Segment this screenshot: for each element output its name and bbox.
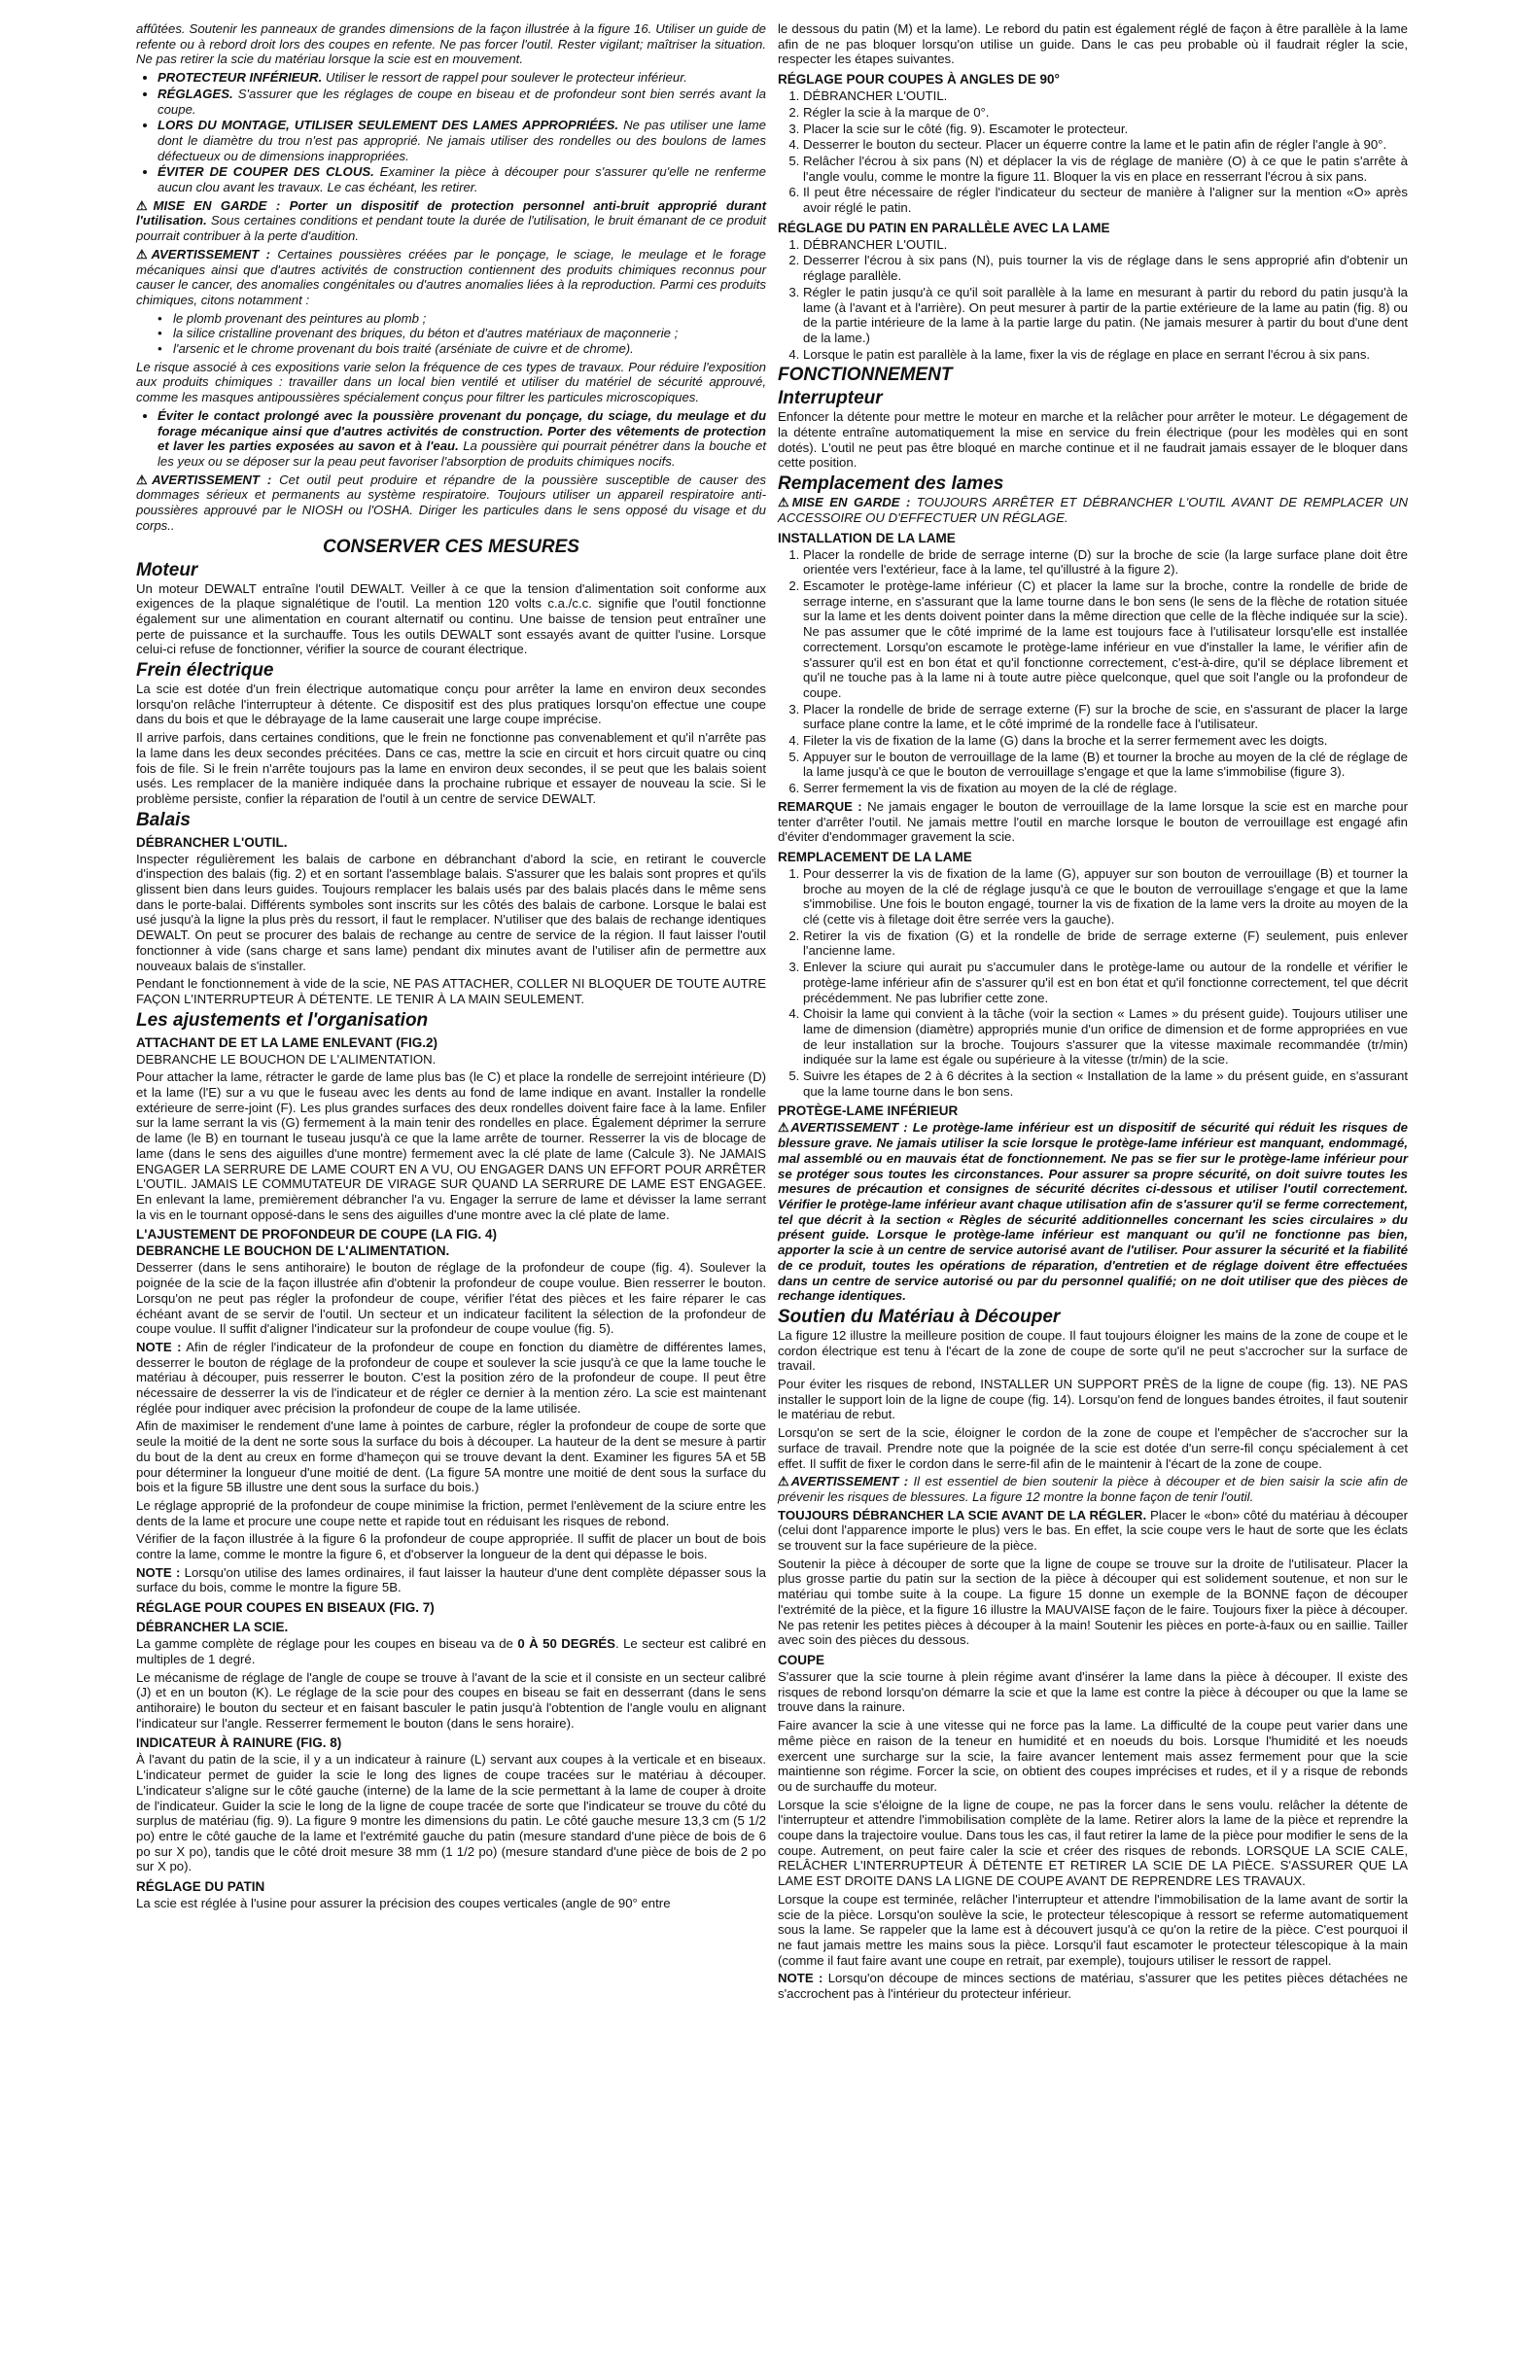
coupe-text-4: Lorsque la coupe est terminée, relâcher l'interrupteur et attendre l'immobilisation de la lame avant de sortir la scie de la pièce. Lorsqu'on soulève la scie, le protecteur télescopique à ressort se referme automatiquement sous la lame. Se rappeler que la lame est à découvert jusqu'à ce qu'on la retire de la pièce. C'est pourquoi il ne faut jamais mettre les mains sous la pièce. Lorsqu'il faut escamoter le protecteur télescopique à la main (comme il faut faire avant une coupe en retrait, par exemple), toujours utiliser le ressort de rappel. <box>778 1891 1408 1968</box>
warning-head: AVERTISSEMENT : <box>152 472 272 487</box>
step-item: 1. DÉBRANCHER L'OUTIL. <box>803 237 1408 253</box>
bullet-head: Éviter le contact prolongé avec la poussière provenant du ponçage, du sciage, du meulage et du forage mécanique ainsi que d'autres activités de construction. Porter des vêtements de protection et laver les parties exposées au savon et à l'eau. <box>158 407 766 454</box>
warning-text: TOUJOURS ARRÊTER ET DÉBRANCHER L'OUTIL AVANT DE REMPLACER UN ACCESSOIRE OU D'EFFECTUER UN RÉGLAGE. <box>778 495 1408 525</box>
step-item: 2. Desserrer l'écrou à six pans (N), puis tourner la vis de réglage dans le sens approprié afin d'obtenir un réglage parallèle. <box>803 253 1408 283</box>
profondeur-heading: L'AJUSTEMENT DE PROFONDEUR DE COUPE (LA FIG. 4) <box>136 1227 497 1242</box>
right-column <box>778 21 1408 2005</box>
replace-steps <box>778 866 1408 1100</box>
step-item: 2. Retirer la vis de fixation (G) et la rondelle de bride de serrage externe (F) seulement, puis enlever l'ancienne lame. <box>803 928 1408 959</box>
step-item: 2. Régler la scie à la marque de 0°. <box>803 105 1408 121</box>
bullet-text: Ne pas utiliser une lame dont le diamètre du trou n'est pas approprié. Ne jamais utiliser des rondelles ou des boulons de lames défectueux ou de dimensions inappropriées. <box>158 118 766 163</box>
balais-heading: Balais <box>136 809 191 830</box>
step-item: 4. Desserrer le bouton du secteur. Placer un équerre contre la lame et le patin afin de régler l'angle à 90°. <box>803 137 1408 153</box>
warning-text: Le protège-lame inférieur est un dispositif de sécurité qui réduit les risques de blessure grave. Ne jamais utiliser la scie lorsque le protège-lame inférieur est manquant, endommagé, mal assemblé ou en mauvais état de fonctionnement. Ne pas se fier sur le protège-lame inférieur pour se protéger sous toutes les circonstances. Pour assurer sa propre sécurité, on doit suivre toutes les mesures de précaution et consignes de sécurité décrites ci-dessous et utiliser l'outil correctement. Vérifier le protège-lame inférieur avant chaque utilisation afin de s'assurer qu'il se ferme correctement, tel que décrit à la section « Règles de sécurité additionnelles concernant les scies circulaires » du présent guide. Lorsque le protège-lame inférieur est manquant ou qu'il ne fonctionne pas bien, apporter la scie à un centre de service autorisé avant de l'utiliser. Pour assurer la sécurité et la fiabilité de ce produit, toutes les opérations de réparation, d'entretien et de réglage doivent être effectuées dans un centre de service autorisé ou par du personnel qualifié; on ne doit utiliser que des pièces de rechange identiques. <box>778 1120 1408 1304</box>
bullet-head: PROTECTEUR INFÉRIEUR. <box>158 70 323 86</box>
patin-text: La scie est réglée à l'usine pour assurer la précision des coupes verticales (angle de 90° entre <box>136 1896 671 1911</box>
biseau-heading: RÉGLAGE POUR COUPES EN BISEAUX (FIG. 7) <box>136 1600 435 1616</box>
mise-en-garde-blade <box>778 495 1408 525</box>
bullet-item <box>158 70 766 86</box>
protege-heading: PROTÈGE-LAME INFÉRIEUR <box>778 1103 959 1119</box>
install-steps <box>778 547 1408 796</box>
step-item: 4. Lorsque le patin est parallèle à la lame, fixer la vis de réglage en place en serrant l'écrou à six pans. <box>803 347 1408 363</box>
soutien-text-2: Pour éviter les risques de rebond, INSTALLER UN SUPPORT PRÈS de la ligne de coupe (fig. 13). NE PAS installer le support loin de la ligne de coupe (fig. 14). Lorsqu'on fend de longues bandes étroites, il faut soutenir le matériau de rebut. <box>778 1377 1408 1422</box>
note-text: Lorsqu'on découpe de minces sections de matériau, s'assurer que les petites pièces détachées ne s'accrochent pas à l'intérieur du protecteur inférieur. <box>778 1971 1408 2002</box>
coupe-text-2: Faire avancer la scie à une vitesse qui ne force pas la lame. La difficulté de la coupe peut varier dans une même pièce en raison de la teneur en humidité et en noeuds du bois. Lorsque l'humidité et les noeuds exercent une surcharge sur la scie, la faire avancer lentement mais assez fermement pour que la scie maintienne son régime. Forcer la scie, on obtient des coupes imprécises et rudes, et il y a risque de rebonds ou de surchauffe du moteur. <box>778 1718 1408 1794</box>
patin-heading: RÉGLAGE DU PATIN <box>136 1879 265 1895</box>
remplacement-heading: Remplacement des lames <box>778 473 1004 495</box>
interrupteur-text: Enfoncer la détente pour mettre le moteur en marche et la relâcher pour arrêter le moteur. Le dégagement de la détente entraîne automatiquement la mise en service du frein électrique (pour les modèles qui en sont dotés). L'outil ne peut pas être bloqué en marche continue et il ne faudrait jamais essayer de le bloquer dans cette position. <box>778 409 1408 471</box>
note-label: NOTE : <box>778 1971 823 1986</box>
mise-en-garde-noise <box>136 198 766 244</box>
warning-head: AVERTISSEMENT : <box>151 246 271 262</box>
warning-head: MISE EN GARDE : <box>791 495 911 510</box>
warning-head: AVERTISSEMENT : <box>790 1120 908 1136</box>
bullet-text: S'assurer que les réglages de coupe en biseau et de profondeur sont bien serrés avant la coupe. <box>158 86 766 117</box>
avertissement-respiratory <box>136 472 766 534</box>
warning-head: MISE EN GARDE : Porter un dispositif de protection personnel anti-bruit approprié durant l'utilisation. <box>136 197 766 228</box>
chemical-item: • l'arsenic et le chrome provenant du bois traité (arséniate de cuivre et de chrome). <box>173 341 766 357</box>
attach-heading: ATTACHANT DE ET LA LAME ENLEVANT (FIG.2) <box>136 1034 438 1050</box>
chemicals-list <box>136 311 766 357</box>
bullet-item <box>158 408 766 470</box>
warning-icon: ⚠ <box>778 1474 791 1489</box>
ajustements-heading: Les ajustements et l'organisation <box>136 1009 429 1031</box>
toujours-text: Placer le «bon» côté du matériau à découper (celui dont l'apparence importe le plus) vers le bas. En effet, la scie coupe vers le haut de sorte que les éclats se trouvent sur la face supérieure de la pièce. <box>778 1507 1408 1554</box>
moteur-text: Un moteur DEWALT entraîne l'outil DEWALT. Veiller à ce que la tension d'alimentation soit conforme aux exigences de la plaque signalétique de l'outil. La mention 120 volts c.a./c.c. signifie que l'outil fonctionne également sur une alimentation en courant alternatif ou continu. Une baisse de tension peut entraîner une perte de puissance et la surchauffe. Tous les outils DEWALT sont essayés avant de quitter l'usine. Lorsque celui-ci refuse de fonctionner, vérifier la source de courant électrique. <box>136 580 766 657</box>
note-text: Lorsqu'on utilise des lames ordinaires, il faut laisser la hauteur d'une dent complète dépasser sous la surface du bois, comme le montre la figure 5B. <box>136 1564 766 1595</box>
replace-heading: REMPLACEMENT DE LA LAME <box>778 849 972 864</box>
avoid-bullet-list <box>136 408 766 470</box>
note-3 <box>778 1971 1408 2001</box>
safety-bullets <box>136 70 766 195</box>
avertissement-support <box>778 1474 1408 1504</box>
warning-icon: ⚠ <box>778 1120 791 1136</box>
soutien-text-3: Lorsqu'on se sert de la scie, éloigner le cordon de la zone de coupe et l'empêcher de s'accrocher sur la surface de travail. Prendre note que la poignée de la scie est dotée d'un serre-fil conçu spécialement à cet effet. Il suffit de fixer le cordon dans le serre-fil afin de le maintenir à l'écart de la zone de coupe. <box>778 1425 1408 1471</box>
toujours-head: TOUJOURS DÉBRANCHER LA SCIE AVANT DE LA RÉGLER. <box>778 1507 1147 1522</box>
coupe-text-1: S'assurer que la scie tourne à plein régime avant d'insérer la lame dans la pièce à découper. Il existe des risques de rebond lorsqu'on démarre la scie et que la lame est contre la pièce à découper ou que la lame se trouve dans la rainure. <box>778 1668 1408 1715</box>
intro-paragraph: affûtées. Soutenir les panneaux de grandes dimensions de la façon illustrée à la figure 16. Utiliser un guide de refente ou à rebord droit lors des coupes en refente. Ne pas forcer l'outil. Rester vigilant; maîtriser la situation. Ne pas retirer la scie du matériau lorsque la scie est en mouvement. <box>136 21 766 67</box>
warning-text: Certaines poussières créées par le ponçage, le sciage, le meulage et le forage mécaniques ainsi que d'autres activités de construction contiennent des produits chimiques reconnus pour causer le cancer, des anomalies congénitales ou d'autres anomalies liées à la reproduction. Parmi ces produits chimiques, citons notamment : <box>136 246 766 307</box>
profondeur-text: Desserrer (dans le sens antihoraire) le bouton de réglage de la profondeur de coupe (fig. 4). Soulever la poignée de la scie de la façon illustrée afin d'obtenir la profondeur de coupe voulue. Bien resserrer le bouton. Lorsqu'on ne peut pas régler la profondeur de coupe, vérifier l'état des pièces et les faire réparer le cas échéant avant de se servir de l'outil. Un secteur et un indicateur facilitent la sélection de la profondeur de coupe voulue. Il suffit d'aligner l'indicateur sur la profondeur de coupe voulue (fig. 5). <box>136 1260 766 1337</box>
warning-head: AVERTISSEMENT : <box>790 1474 909 1489</box>
bullet-item <box>158 164 766 194</box>
note-label: NOTE : <box>136 1339 182 1354</box>
coupe-text-3: Lorsque la scie s'éloigne de la ligne de coupe, ne pas la forcer dans le sens voulu. relâcher la détente de l'interrupteur et attendre l'immobilisation complète de la lame. Retirer alors la lame de la pièce et reprendre la coupe dans la trajectoire voulue. Dans tous les cas, il faut retirer la lame de la pièce pour modifier le sens de la coupe. Autrement, on peut faire caler la scie et créer des risques de rebonds. LORSQUE LA SCIE CALE, RELÂCHER L'INTERRUPTEUR À DÉTENTE ET RETIRER LA SCIE DE LA PIÈCE. S'ASSURER QUE LA LAME EST DROITE DANS LA LIGNE DE COUPE AVANT DE REPRENDRE LES TRAVAUX. <box>778 1797 1408 1889</box>
biseau-text-1 <box>136 1636 766 1666</box>
step-item: 4. Fileter la vis de fixation de la lame (G) dans la broche et la serrer fermement avec les doigts. <box>803 733 1408 749</box>
rendement-text: Afin de maximiser le rendement d'une lame à pointes de carbure, régler la profondeur de coupe de sorte que seule la moitié de la dent ne sorte sous la surface du bois à découper. La hauteur de la dent se mesure à partir du bout de la dent au creux en forme d'hameçon qui se trouve devant la dent. Examiner les figures 5A et 5B pour déterminer la longueur d'une moitié de dent. (La figure 5A montre une moitié de dent sous la surface du bois et la figure 5B illustre une dent sous la surface du bois.) <box>136 1418 766 1495</box>
warning-icon: ⚠ <box>136 197 154 213</box>
patin-continued: le dessous du patin (M) et la lame). Le rebord du patin est également réglé de façon à être parallèle à la lame afin de ne pas bloquer lorsqu'on utilise un guide. Dans le cas peu probable où il faudrait régler la scie, respecter les étapes suivantes. <box>778 21 1408 67</box>
frein-text-1: La scie est dotée d'un frein électrique automatique conçu pour arrêter la lame en environ deux secondes lorsqu'on relâche l'interrupteur à détente. Ce dispositif est des plus pratiques lorsqu'on effectue une coupe dans du bois et que le débrayage de la lame causerait une large coupe imprécise. <box>136 682 766 727</box>
rainure-heading: INDICATEUR À RAINURE (FIG. 8) <box>136 1735 342 1751</box>
note-2 <box>136 1565 766 1595</box>
note-1 <box>136 1340 766 1417</box>
avertissement-dust <box>136 247 766 308</box>
balais-caps-text: Pendant le fonctionnement à vide de la scie, NE PAS ATTACHER, COLLER NI BLOQUER DE TOUTE AUTRE FAÇON L'INTERRUPTEUR À DÉTENTE. LE TENIR À LA MAIN SEULEMENT. <box>136 976 766 1006</box>
step-item: 3. Enlever la sciure qui aurait pu s'accumuler dans le protège-lame ou autour de la rondelle et vérifier le protège-lame inférieur afin de s'assurer qu'il est en bon état et qu'il fonctionne correctement, tel que décrit précédemment. Ne pas lubrifier cette zone. <box>803 960 1408 1005</box>
step-item: 6. Serrer fermement la vis de fixation au moyen de la clé de réglage. <box>803 781 1408 796</box>
biseau-text-2: Le mécanisme de réglage de l'angle de coupe se trouve à l'avant de la scie et il consiste en un secteur calibré (J) et en un bouton (K). Le réglage de la scie pour des coupes en biseau se fait en desserrant (dans le sens antihoraire) le bouton du secteur et en faisant basculer le patin jusqu'à l'obtention de l'angle voulu en alignant l'indicateur sur l'angle. Resserrer fermement le bouton (dans le sens horaire). <box>136 1669 766 1731</box>
debrancher-heading: DÉBRANCHER L'OUTIL. <box>136 834 288 850</box>
biseau-text-part: La gamme complète de réglage pour les coupes en biseau va de <box>136 1636 518 1652</box>
soutien-heading: Soutien du Matériau à Découper <box>778 1306 1061 1327</box>
rainure-text: À l'avant du patin de la scie, il y a un indicateur à rainure (L) servant aux coupes à la verticale et en biseaux. L'indicateur permet de guider la scie le long des lignes de coupe tracées sur le matériau à découper. L'indicateur s'aligne sur le côté gauche (interne) de la lame de la scie permettant à la lame de couper à droite de l'indicateur. Guider la scie le long de la ligne de coupe tracée de sorte que l'indicateur se trouve du côté du surplus de matériau (fig. 9). La figure 9 montre les dimensions du patin. Le côté gauche mesure 13,3 cm (5 1/2 po) entre le côté gauche de la lame et l'extrémité gauche du patin (mesure standard d'une pièce de bois de 6 po sur X po), tandis que le côté droit mesure 38 mm (1 1/2 po) (mesure standard d'une pièce de bois de 2 po sur X po). <box>136 1752 766 1874</box>
step-item: 5. Suivre les étapes de 2 à 6 décrites à la section « Installation de la lame » du présent guide, en s'assurant que la lame tourne dans le bon sens. <box>803 1068 1408 1099</box>
angles-heading: RÉGLAGE POUR COUPES À ANGLES DE 90° <box>778 72 1060 88</box>
soutenir-text: Soutenir la pièce à découper de sorte que la ligne de coupe se trouve sur la droite de l'utilisateur. Placer la plus grosse partie du patin sur la section de la pièce à découper qui est solidement soutenue, et non sur le matériau qui tombe suite à la coupe. La figure 15 donne un exemple de la BONNE façon de découper l'extrémité de la pièce, et la figure 16 illustre la MAUVAISE façon de le faire. Toujours fixer la pièce à découper. Ne pas retenir les petites pièces à découper à la main! Soutenir les pièces en porte-à-faux ou en saillie. Tailler avec soin des pièces du dessous. <box>778 1556 1408 1648</box>
risk-paragraph: Le risque associé à ces expositions varie selon la fréquence de ces types de travaux. Pour réduire l'exposition aux produits chimiques : travailler dans un local bien ventilé et utiliser du matériel de sécurité approuvé, comme les masques antipoussières spécialement conçus pour filtrer les particules microscopiques. <box>136 359 766 405</box>
fonctionnement-heading: FONCTIONNEMENT <box>778 365 953 386</box>
biseau-text-part: . Le secteur est calibré en multiples de 1 degré. <box>136 1636 766 1666</box>
chemical-item: • la silice cristalline provenant des briques, du béton et d'autres matériaux de maçonnerie ; <box>173 326 766 341</box>
biseau-range: 0 À 50 DEGRÉS <box>517 1636 615 1652</box>
step-item: 3. Placer la scie sur le côté (fig. 9). Escamoter le protecteur. <box>803 122 1408 137</box>
step-item: 1. DÉBRANCHER L'OUTIL. <box>803 88 1408 104</box>
warning-icon: ⚠ <box>136 246 152 262</box>
note-label: NOTE : <box>136 1564 181 1580</box>
chemical-item: • le plomb provenant des peintures au plomb ; <box>173 311 766 327</box>
soutien-text-1: La figure 12 illustre la meilleure position de coupe. Il faut toujours éloigner les mains de la zone de coupe et le cordon électrique est tenu à l'écart de la zone de coupe de sorte qu'il ne peut s'accrocher sur la surface de travail. <box>778 1327 1408 1374</box>
install-heading: INSTALLATION DE LA LAME <box>778 530 956 545</box>
toujours-paragraph <box>778 1508 1408 1554</box>
warning-text: Il est essentiel de bien soutenir la pièce à découper et de bien saisir la scie afin de prévenir les risques de blessures. La figure 12 montre la bonne façon de tenir l'outil. <box>778 1474 1408 1504</box>
verif-text: Vérifier de la façon illustrée à la figure 6 la profondeur de coupe appropriée. Il suffit de placer un bout de bois contre la lame, comme le montre la figure 6, et d'observer la longueur de la dent qui dépasse le bois. <box>136 1531 766 1562</box>
remarque-text: Ne jamais engager le bouton de verrouillage de la lame lorsque la scie est en marche pour tenter d'arrêter l'outil. Ne jamais mettre l'outil en marche lorsque le bouton de verrouillage est engagé afin d'éviter d'endommager gravement la scie. <box>778 798 1408 845</box>
step-item: 3. Placer la rondelle de bride de serrage externe (F) sur la broche de scie, en s'assurant de placer la large surface plane contre la lame, et le côté imprimé de la rondelle face à l'utilisateur. <box>803 702 1408 732</box>
parallele-heading: RÉGLAGE DU PATIN EN PARALLÈLE AVEC LA LAME <box>778 220 1110 235</box>
remarque-label: REMARQUE : <box>778 798 862 814</box>
step-item: 5. Relâcher l'écrou à six pans (N) et déplacer la vis de réglage de manière (O) à ce que le patin s'arrête à l'angle voulu, comme le montre la figure 11. Bloquer la vis en place en resserrant l'écrou à six pans. <box>803 154 1408 184</box>
step-item: 1. Pour desserrer la vis de fixation de la lame (G), appuyer sur son bouton de verrouillage (B) et tourner la broche au moyen de la clé de réglage jusqu'à ce que le bouton de verrouillage s'engage et que la lame s'immobilise. Une fois le bouton engagé, tourner la vis de fixation de la lame vers la droite au moyen de la clé (cette vis à filetage doit être serrée vers la gauche). <box>803 866 1408 928</box>
bullet-head: ÉVITER DE COUPER DES CLOUS. <box>158 164 374 180</box>
avertissement-guard <box>778 1120 1408 1303</box>
conserver-heading: CONSERVER CES MESURES <box>323 536 579 557</box>
left-column <box>136 21 766 1914</box>
biseau-subheading: DÉBRANCHER LA SCIE. <box>136 1620 289 1635</box>
angles-steps <box>778 88 1408 216</box>
step-item: 6. Il peut être nécessaire de régler l'indicateur du secteur de manière à l'aligner sur la mention «O» après avoir réglé le patin. <box>803 185 1408 215</box>
frein-heading: Frein électrique <box>136 660 274 682</box>
note-text: Afin de régler l'indicateur de la profondeur de coupe en fonction du diamètre de différentes lames, desserrer le bouton de réglage de la profondeur de coupe et soulever la scie jusqu'à ce que la lame touche le matériau à découper, puis resserrer le bouton. C'est la position zéro de la profondeur de coupe. Il peut être nécessaire de desserrer la vis de l'indicateur et de régler ce dernier à la mention zéro. La scie est maintenant réglée pour indiquer avec précision la profondeur de coupe de la lame utilisée. <box>136 1339 766 1416</box>
reglage-text: Le réglage approprié de la profondeur de coupe minimise la friction, permet l'enlèvement de la sciure entre les dents de la lame et procure une coupe nette et rapide tout en réduisant les risques de rebond. <box>136 1497 766 1528</box>
step-item: 3. Régler le patin jusqu'à ce qu'il soit parallèle à la lame en mesurant à partir du rebord du patin jusqu'à la lame (à l'avant et à l'arrière). On peut mesurer à partir de la partie extérieure de la lame au patin (fig. 8) ou de la partie intérieure de la lame à la partie large du patin. (Ne jamais mesurer à partir du bout d'une dent de la lame.) <box>803 285 1408 346</box>
parallele-steps <box>778 237 1408 363</box>
bullet-text: La poussière qui pourrait pénétrer dans la bouche et les yeux ou se déposer sur la peau peut favoriser l'absorption de produits chimiques nocifs. <box>158 438 766 469</box>
warning-text: Cet outil peut produire et répandre de la poussière susceptible de causer des dommages sérieux et permanents au système respiratoire. Toujours utiliser un appareil respiratoire anti-poussières approuvé par le NIOSH ou l'OSHA. Diriger les particules dans le sens opposé du visage et du corps.. <box>136 472 766 533</box>
warning-icon: ⚠ <box>778 495 792 510</box>
bullet-head: LORS DU MONTAGE, UTILISER SEULEMENT DES LAMES APPROPRIÉES. <box>158 118 619 133</box>
bullet-item <box>158 87 766 117</box>
bullet-text: Examiner la pièce à découper pour s'assurer qu'elle ne renferme aucun clou avant les travaux. Le cas échéant, les retirer. <box>158 164 766 195</box>
interrupteur-heading: Interrupteur <box>778 388 883 409</box>
attach-text: Pour attacher la lame, rétracter le garde de lame plus bas (le C) et place la rondelle de serrejoint intérieure (D) et la lame (l'E) sur a vu que le fuseau avec les dents au fond de lame indique en avant. Installer la rondelle extérieure de serre-joint (F). Les plus grandes surfaces des deux rondelles doivent faire face à la lame. Enfiler sur la lame serrant la vis (G) fermement à la main tenir des rondelles en place. Également déprimer la serrure de lame (le B) en tournant le tuseau jusqu'à ce que la lame arrête de tourner. Resserrer la vis de blocage de lame (dans le sens des aiguilles d'une montre) fermement avec la clé plate de lame (Calcule 3). Ne JAMAIS ENGAGER LA SERRURE DE LAME COURT EN A VU, OU ENGAGER DANS UN EFFORT POUR ARRÊTER L'OUTIL. JAMAIS LE COMMUTATEUR DE VIRAGE SUR QUAND LA SERRURE DE LAME EST ENGAGEE. En enlevant la lame, premièrement débrancher l'a vu. Engager la serrure de lame et dévisser la lame serrant la vis en le tournant opposé-dans le sens des aiguilles d'une montre avec la clé plate de lame. <box>136 1069 766 1222</box>
warning-text: Sous certaines conditions et pendant toute la durée de l'utilisation, le bruit émanant de ce produit pourrait contribuer à la perte d'audition. <box>136 213 766 244</box>
balais-text: Inspecter régulièrement les balais de carbone en débranchant d'abord la scie, en retirant le couvercle d'inspection des balais (fig. 2) et en sortant l'assemblage balais. S'assurer que les balais sont propres et qu'ils glissent bien dans leurs guides. Toujours remplacer les balais usés par des balais placés dans le même sens dans le porte-balai. Différents symboles sont inscrits sur les côtés des balais de carbone. Lorsque le balai est usé jusqu'à la ligne la plus près du ressort, il faut le remplacer. N'utiliser que des balais de rechange identiques DEWALT. On peut se procurer des balais de rechange au centre de service de la région. Il faut laisser l'outil fonctionner à vide (sans charge et sans lame) pendant dix minutes avant de l'utiliser afin de permettre aux nouveaux balais de s'installer. <box>136 851 766 973</box>
remarque <box>778 799 1408 845</box>
warning-icon: ⚠ <box>136 472 153 487</box>
bullet-head: RÉGLAGES. <box>158 86 233 101</box>
moteur-heading: Moteur <box>136 559 198 580</box>
step-item: 1. Placer la rondelle de bride de serrage interne (D) sur la broche de scie (la large surface plane doit être orientée vers l'extérieur, face à la lame, tel qu'illustré à la figure 2). <box>803 547 1408 578</box>
attach-subheading: DEBRANCHE LE BOUCHON DE L'ALIMENTATION. <box>136 1051 437 1067</box>
step-item: 4. Choisir la lame qui convient à la tâche (voir la section « Lames » du présent guide). Toujours utiliser une lame de dimension (diamètre) appropriés munie d'un orifice de dimension et de forme appropriées en vue de leur installation sur la broche. Toujours s'assurer que la vitesse maximale recommandée (tr/min) indiquée sur la lame est égale ou supérieure à la vitesse (tr/min) de la scie. <box>803 1006 1408 1068</box>
step-item: 2. Escamoter le protège-lame inférieur (C) et placer la lame sur la broche, contre la rondelle de bride de serrage interne, en s'assurant que la lame tourne dans le bon sens (le sens de la flèche de rotation située sur la lame et les dents doivent pointer dans la même direction que celle de la flèche indiquée sur la scie). Ne pas assumer que le côté imprimé de la lame est toujours face à l'utilisateur lorsqu'elle est installée correctement. Lorsqu'on escamote le protège-lame inférieur en vue d'installer la lame, le vérifier afin de s'assurer qu'il est en bon état et qu'il fonctionne correctement, c'est-à-dire, qu'il se déplace librement et qu'il ne touche pas à la lame ni à toute autre pièce quelconque, quel que soit l'angle ou la profondeur de coupe. <box>803 578 1408 701</box>
frein-text-2: Il arrive parfois, dans certaines conditions, que le frein ne fonctionne pas convenablement et qu'il n'arrête pas la lame dans les deux secondes précitées. Dans ce cas, mettre la scie en circuit et hors circuit quatre ou cinq fois de file. Si le frein n'arrête toujours pas la lame en environ deux secondes, il se peut que les balais soient usés. Les remplacer de la manière indiquée dans la prochaine rubrique et essayer de nouveau la scie. Si le problème persiste, confier la réparation de l'outil à un centre de service DEWALT. <box>136 730 766 806</box>
coupe-heading: COUPE <box>778 1652 825 1667</box>
bullet-text: Utiliser le ressort de rappel pour soulever le protecteur inférieur. <box>322 70 687 86</box>
profondeur-subheading: DEBRANCHE LE BOUCHON DE L'ALIMENTATION. <box>136 1243 450 1259</box>
step-item: 5. Appuyer sur le bouton de verrouillage de la lame (B) et tourner la broche au moyen de la clé de réglage de la lame jusqu'à ce que le bouton de verrouillage s'engage et que la lame s'immobilise (figure 3). <box>803 750 1408 780</box>
bullet-item <box>158 118 766 163</box>
